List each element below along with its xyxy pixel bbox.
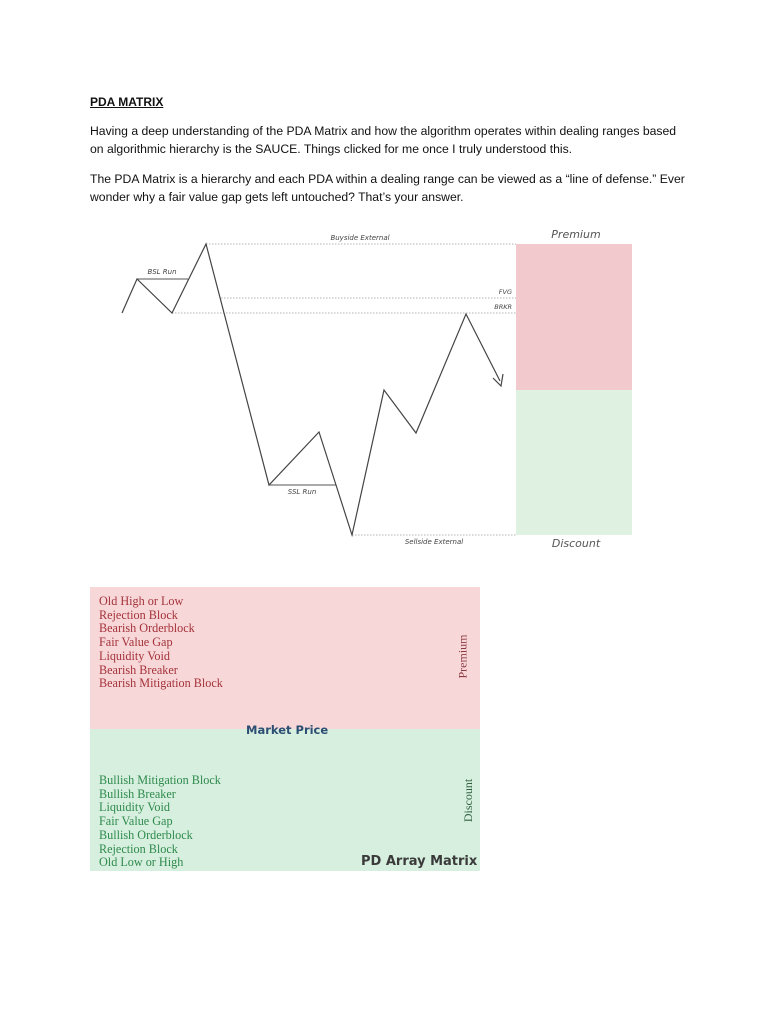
list-item: Liquidity Void <box>99 648 170 663</box>
list-item: Bearish Mitigation Block <box>99 676 223 691</box>
discount-zone <box>516 390 632 535</box>
list-item: Bullish Breaker <box>99 786 176 801</box>
list-item: Bullish Mitigation Block <box>99 773 221 787</box>
buyside-external-label: Buyside External <box>330 234 390 242</box>
discount-vertical-label: Discount <box>461 778 476 823</box>
paragraph-2: The PDA Matrix is a hierarchy and each PDA within a dealing range can be viewed as a “line of defense.” Ever wonder why a fair value gap gets left untouched? That’s your answer. <box>90 172 685 204</box>
fvg-label: FVG <box>498 288 512 296</box>
ssl-run-label: SSL Run <box>287 488 317 496</box>
paragraph-1: Having a deep understanding of the PDA Matrix and how the algorithm operates within dealing ranges based on algorithmic hierarchy is the SAUCE. Things clicked for me once I truly understood this. <box>90 124 677 156</box>
document-heading: PDA MATRIX <box>90 95 164 109</box>
list-item: Fair Value Gap <box>99 635 173 650</box>
list-item: Old Low or High <box>99 855 184 870</box>
discount-zone-label: Discount <box>551 537 601 550</box>
premium-zone-label: Premium <box>551 228 601 241</box>
bullish-pd-array-list <box>99 774 221 870</box>
market-price-label: Market Price <box>246 723 329 737</box>
premium-vertical-label: Premium <box>455 634 470 679</box>
sellside-external-label: Sellside External <box>404 538 464 546</box>
list-item: Rejection Block <box>99 841 178 856</box>
list-item: Bearish Breaker <box>99 662 178 677</box>
list-item: Old High or Low <box>99 594 184 608</box>
list-item: Fair Value Gap <box>99 814 173 829</box>
bsl-run-label: BSL Run <box>147 268 177 276</box>
list-item: Rejection Block <box>99 607 178 622</box>
premium-zone <box>516 244 632 390</box>
pd-array-matrix <box>90 587 480 871</box>
bearish-pd-array-list <box>99 595 223 691</box>
matrix-title: PD Array Matrix <box>361 854 478 869</box>
brkr-label: BRKR <box>494 303 512 311</box>
list-item: Bullish Orderblock <box>99 827 193 842</box>
list-item: Liquidity Void <box>99 800 170 815</box>
list-item: Bearish Orderblock <box>99 621 195 636</box>
